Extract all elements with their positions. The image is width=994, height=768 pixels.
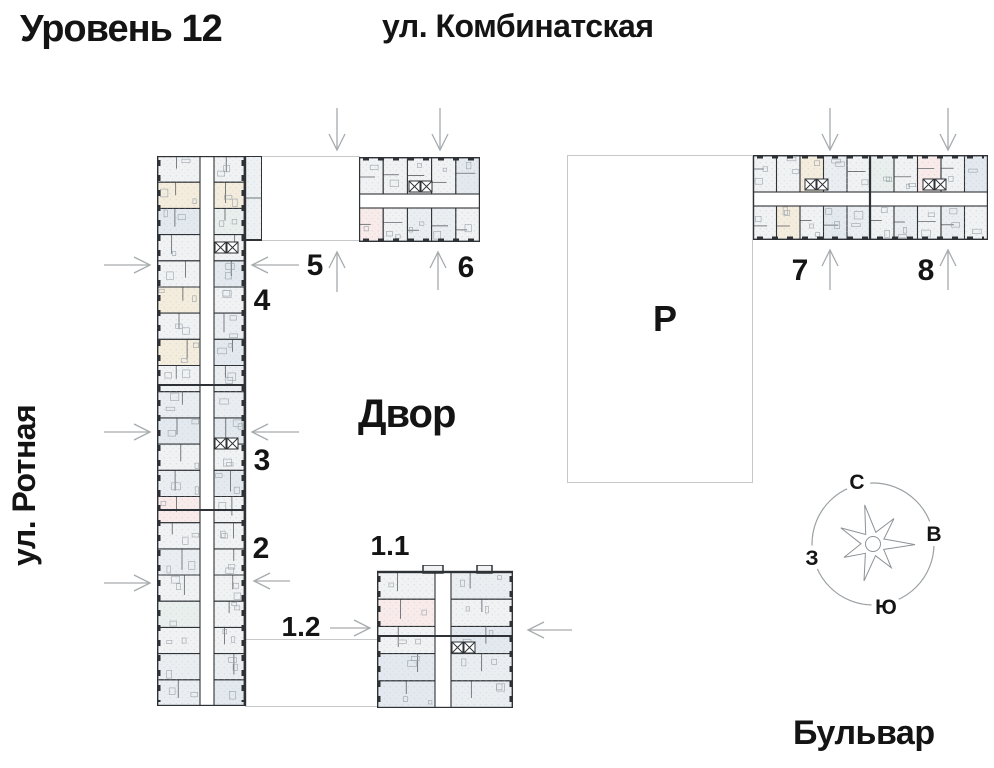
section-1-1-label: 1.1 — [370, 530, 410, 561]
street-label-rotnaya: ул. Ротная — [6, 404, 42, 566]
direction-arrow — [92, 571, 162, 595]
direction-arrow — [240, 253, 311, 277]
section-1-2-label: 1.2 — [281, 611, 321, 642]
direction-arrow — [92, 420, 162, 444]
direction-arrow — [818, 238, 842, 302]
section-1-2-footprint-outline — [245, 639, 377, 707]
direction-arrow — [516, 618, 584, 642]
direction-arrow — [428, 96, 452, 162]
direction-arrow — [426, 240, 450, 302]
building-plan-section-6[interactable] — [359, 157, 480, 242]
direction-arrow — [325, 96, 349, 162]
direction-arrow — [818, 96, 842, 162]
section-8-label: 8 — [917, 254, 935, 287]
section-3-label: 3 — [253, 444, 271, 477]
direction-arrow — [318, 616, 382, 640]
page-title: Уровень 12 — [20, 8, 222, 50]
compass-east-label: В — [926, 523, 942, 546]
section-4-label: 4 — [253, 284, 271, 317]
parking-label: Р — [652, 298, 677, 339]
compass-rose — [800, 470, 946, 616]
compass-south-label: Ю — [875, 596, 897, 616]
street-label-kombinatskaya: ул. Комбинатская — [382, 8, 654, 44]
direction-arrow — [240, 420, 311, 444]
direction-arrow — [92, 253, 162, 277]
section-2-label: 2 — [252, 532, 270, 565]
parking-area — [567, 155, 753, 483]
building-plan-section-1-1[interactable] — [377, 565, 513, 708]
courtyard-label: Двор — [358, 392, 456, 436]
section-7-label: 7 — [791, 254, 809, 287]
compass-west-label: З — [805, 547, 819, 570]
section-5-label: 5 — [306, 249, 324, 282]
direction-arrow — [936, 238, 960, 302]
compass-north-label: С — [849, 471, 865, 494]
section-5-footprint-outline — [261, 156, 360, 241]
direction-arrow — [242, 569, 302, 593]
street-label-bulvar: Бульвар — [793, 714, 935, 752]
building-plan-sections-7-8[interactable] — [753, 155, 988, 240]
direction-arrow — [936, 96, 960, 162]
section-6-label: 6 — [457, 251, 475, 284]
direction-arrow — [325, 240, 349, 304]
